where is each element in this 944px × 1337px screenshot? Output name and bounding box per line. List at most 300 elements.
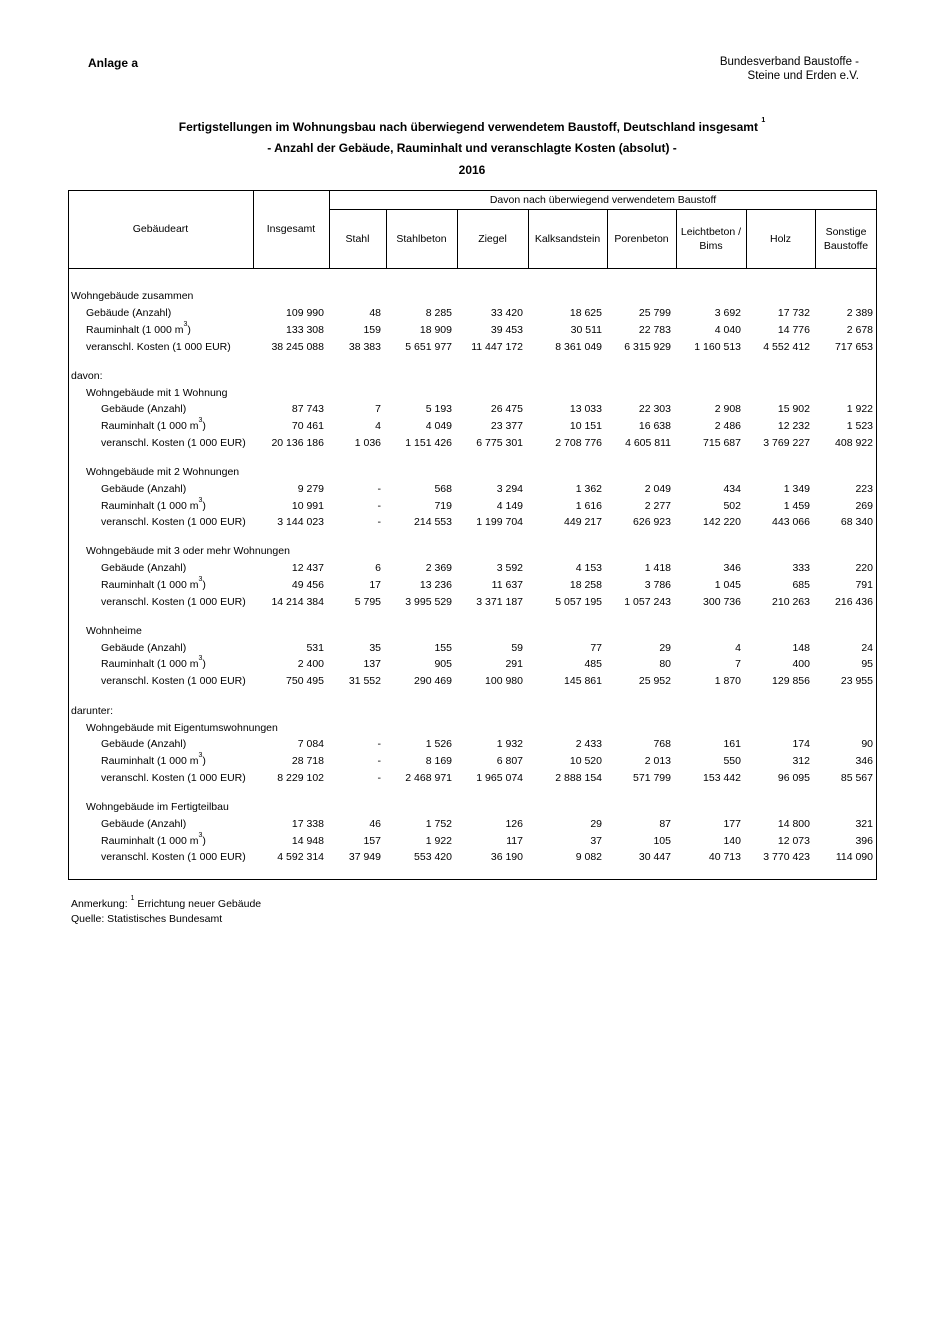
table-row [0,818,944,834]
col-header-stahlbeton: Stahlbeton [396,233,447,245]
row-label-end: ) [202,835,206,847]
title-footnote-mark: 1 [761,117,766,124]
col-header-kalksandstein: Kalksandstein [534,233,601,245]
table-row [0,417,944,436]
cell-stahl: 7 [375,403,381,415]
row-label-text: Gebäude (Anzahl) [101,483,187,495]
row-label [101,596,246,608]
cell-sonstige: 90 [861,738,873,750]
cell-stahlbeton: 5 651 977 [405,341,452,353]
unit-superscript: 3 [198,576,203,583]
table-row [0,403,944,419]
cell-ziegel: 291 [505,658,523,670]
row-label-text: Rauminhalt (1 000 m [101,500,199,512]
cell-kalksandstein: 1 616 [575,500,602,512]
cell-kalksandstein: 485 [584,658,602,670]
table-row [0,642,944,658]
row-label [101,437,246,449]
cell-stahl: 17 [369,579,381,591]
group-header: Davon nach überwiegend verwendetem Baustoff [489,194,717,206]
cell-holz: 129 856 [772,675,810,687]
cell-stahl: 31 552 [348,675,381,687]
row-label [86,387,227,399]
cell-sonstige: 396 [855,835,873,847]
cell-stahlbeton: 905 [434,658,452,670]
cell-ziegel: 1 965 074 [476,772,523,784]
row-label [86,625,142,637]
row-label-text: veranschl. Kosten (1 000 EUR) [101,675,246,687]
section-heading-row [0,625,944,641]
table-row [0,675,944,691]
row-label [101,675,246,687]
unit-superscript: 3 [198,497,203,504]
cell-total: 10 991 [291,500,324,512]
table-row [0,752,944,771]
row-label [101,497,206,512]
cell-ziegel: 126 [505,818,523,830]
cell-ziegel: 39 453 [490,324,523,336]
title-line-2: - Anzahl der Gebäude, Rauminhalt und veranschlagte Kosten (absolut) - [267,141,677,155]
cell-stahl: 38 383 [348,341,381,353]
row-label-text: davon: [71,370,103,382]
cell-ziegel: 1 199 704 [476,516,523,528]
section-heading-row [0,370,944,386]
cell-stahl: 159 [363,324,381,336]
cell-sonstige: 321 [855,818,873,830]
cell-sonstige: 2 678 [846,324,873,336]
unit-superscript: 3 [198,655,203,662]
cell-kalksandstein: 77 [590,642,602,654]
cell-stahl: 5 795 [354,596,381,608]
row-label-end: ) [202,579,206,591]
title-line-1 [0,117,944,134]
row-label-end: ) [187,324,191,336]
cell-holz: 174 [792,738,810,750]
row-label-text: Wohngebäude mit 1 Wohnung [86,387,228,399]
cell-leichtbeton: 140 [723,835,741,847]
cell-porenbeton: 30 447 [638,851,671,863]
cell-porenbeton: 571 799 [633,772,671,784]
cell-porenbeton: 87 [659,818,671,830]
table-row [0,655,944,674]
cell-stahl: - [377,516,381,528]
cell-stahlbeton: 719 [434,500,452,512]
cell-porenbeton: 22 783 [638,324,671,336]
cell-sonstige: 68 340 [840,516,873,528]
cell-total: 4 592 314 [277,851,324,863]
row-label-text: Gebäude (Anzahl) [101,818,187,830]
row-label-text: Rauminhalt (1 000 m [86,324,184,336]
row-label-text: Rauminhalt (1 000 m [101,755,199,767]
row-label [86,722,278,734]
cell-stahl: - [377,500,381,512]
organization-name [720,55,859,83]
row-label [86,801,229,813]
cell-total: 2 400 [297,658,324,670]
cell-total: 20 136 186 [271,437,324,449]
row-label-text: veranschl. Kosten (1 000 EUR) [101,772,246,784]
cell-holz: 12 232 [777,420,810,432]
unit-superscript: 3 [183,321,188,328]
cell-stahlbeton: 2 468 971 [405,772,452,784]
cell-porenbeton: 22 303 [638,403,671,415]
row-label-text: Rauminhalt (1 000 m [101,658,199,670]
cell-stahl: - [377,772,381,784]
row-label-text: veranschl. Kosten (1 000 EUR) [101,516,246,528]
table-row [0,497,944,516]
row-label [101,483,186,495]
col-header-ziegel: Ziegel [478,233,507,245]
cell-ziegel: 6 807 [496,755,523,767]
cell-kalksandstein: 30 511 [570,324,602,336]
cell-total: 38 245 088 [271,341,324,353]
cell-ziegel: 6 775 301 [476,437,523,449]
row-label [101,516,246,528]
cell-porenbeton: 25 799 [638,307,671,319]
cell-leichtbeton: 346 [723,562,741,574]
cell-stahl: 1 036 [354,437,381,449]
cell-kalksandstein: 9 082 [575,851,602,863]
cell-kalksandstein: 29 [590,818,602,830]
cell-sonstige: 269 [855,500,873,512]
cell-porenbeton: 626 923 [633,516,671,528]
section-heading-row [0,801,944,817]
cell-stahlbeton: 1 526 [425,738,452,750]
cell-porenbeton: 768 [653,738,671,750]
table-row [0,576,944,595]
cell-leichtbeton: 715 687 [703,437,741,449]
cell-leichtbeton: 1 870 [714,675,741,687]
cell-sonstige: 791 [855,579,873,591]
cell-stahl: 48 [369,307,381,319]
cell-porenbeton: 4 605 811 [625,437,671,449]
group-header-divider [329,209,877,210]
cell-leichtbeton: 3 692 [714,307,741,319]
cell-stahlbeton: 13 236 [419,579,452,591]
row-label-text: veranschl. Kosten (1 000 EUR) [101,851,246,863]
table-row [0,483,944,499]
cell-sonstige: 220 [855,562,873,574]
cell-ziegel: 11 447 172 [471,341,523,353]
row-label [101,576,206,591]
row-label-text: veranschl. Kosten (1 000 EUR) [101,596,246,608]
cell-sonstige: 717 653 [835,341,873,353]
cell-leichtbeton: 1 160 513 [694,341,741,353]
row-label-text: veranschl. Kosten (1 000 EUR) [86,341,231,353]
table-row [0,832,944,851]
title-text: Fertigstellungen im Wohnungsbau nach überwiegend verwendetem Baustoff, Deutschland insgesamt [178,120,758,134]
cell-leichtbeton: 177 [723,818,741,830]
cell-stahlbeton: 290 469 [414,675,452,687]
row-label-text: darunter: [71,705,114,717]
row-label [101,772,246,784]
cell-porenbeton: 2 049 [644,483,671,495]
cell-porenbeton: 2 013 [644,755,671,767]
cell-ziegel: 1 932 [496,738,523,750]
cell-stahlbeton: 553 420 [414,851,452,863]
section-heading-row [0,545,944,561]
cell-holz: 443 066 [772,516,810,528]
col-header-stahl: Stahl [345,233,370,245]
cell-leichtbeton: 1 045 [714,579,741,591]
cell-holz: 400 [792,658,810,670]
cell-total: 9 279 [297,483,324,495]
cell-sonstige: 216 436 [835,596,873,608]
row-label [71,370,103,382]
row-label [86,321,191,336]
cell-kalksandstein: 13 033 [569,403,602,415]
cell-porenbeton: 80 [659,658,671,670]
table-row [0,437,944,453]
footnote-text: Errichtung neuer Gebäude [137,898,262,910]
cell-total: 8 229 102 [277,772,324,784]
cell-kalksandstein: 18 258 [569,579,602,591]
col-header-total: Insgesamt [266,223,316,235]
cell-holz: 96 095 [777,772,810,784]
row-label-end: ) [202,500,206,512]
cell-leichtbeton: 4 040 [714,324,741,336]
row-label-text: Gebäude (Anzahl) [101,738,187,750]
cell-kalksandstein: 2 708 776 [555,437,602,449]
row-label-text: Gebäude (Anzahl) [101,403,187,415]
cell-holz: 14 800 [777,818,810,830]
table-row [0,341,944,357]
row-label-text: Gebäude (Anzahl) [101,562,187,574]
cell-kalksandstein: 2 433 [575,738,602,750]
cell-total: 7 084 [297,738,324,750]
cell-holz: 1 459 [783,500,810,512]
cell-stahl: - [377,483,381,495]
cell-kalksandstein: 37 [590,835,602,847]
row-label [101,417,206,432]
cell-stahlbeton: 214 553 [414,516,452,528]
cell-porenbeton: 105 [653,835,671,847]
cell-kalksandstein: 145 861 [564,675,602,687]
cell-leichtbeton: 4 [735,642,741,654]
row-label [71,705,113,717]
row-label-text: Wohngebäude mit 3 oder mehr Wohnungen [86,545,290,557]
cell-stahlbeton: 18 909 [419,324,452,336]
cell-holz: 3 769 227 [763,437,810,449]
cell-kalksandstein: 10 520 [569,755,602,767]
cell-kalksandstein: 18 625 [569,307,602,319]
org-line-1: Bundesverband Baustoffe - [719,56,859,68]
cell-stahlbeton: 3 995 529 [405,596,452,608]
annex-label: Anlage a [88,56,139,70]
row-label-text: Wohngebäude zusammen [71,290,194,302]
cell-sonstige: 2 389 [846,307,873,319]
cell-ziegel: 36 190 [490,851,523,863]
cell-stahl: 157 [363,835,381,847]
header-bottom-line [68,268,877,269]
cell-ziegel: 3 592 [496,562,523,574]
table-row [0,516,944,532]
row-label [101,562,186,574]
cell-porenbeton: 1 418 [644,562,671,574]
cell-total: 531 [306,642,324,654]
cell-kalksandstein: 2 888 154 [555,772,602,784]
table-row [0,772,944,788]
row-label-text: Wohngebäude im Fertigteilbau [86,801,229,813]
cell-stahl: - [377,755,381,767]
cell-leichtbeton: 2 486 [714,420,741,432]
cell-porenbeton: 29 [659,642,671,654]
cell-stahl: 46 [369,818,381,830]
cell-ziegel: 3 294 [496,483,523,495]
cell-ziegel: 26 475 [490,403,523,415]
section-heading-row [0,466,944,482]
cell-porenbeton: 2 277 [644,500,671,512]
row-label-text: Wohngebäude mit Eigentumswohnungen [86,722,278,734]
cell-total: 750 495 [286,675,324,687]
cell-sonstige: 223 [855,483,873,495]
cell-sonstige: 24 [861,642,873,654]
col-header-leichtbeton-line2: Bims [699,240,723,252]
row-label [101,832,206,847]
col-header-sonstige-line2: Baustoffe [823,240,869,252]
cell-holz: 333 [792,562,810,574]
cell-porenbeton: 6 315 929 [624,341,671,353]
cell-stahl: 37 949 [348,851,381,863]
row-label [101,655,206,670]
cell-total: 87 743 [291,403,324,415]
cell-ziegel: 33 420 [490,307,523,319]
cell-total: 28 718 [291,755,324,767]
table-row [0,321,944,340]
table-row [0,738,944,754]
cell-leichtbeton: 502 [723,500,741,512]
cell-kalksandstein: 5 057 195 [555,596,602,608]
cell-stahl: 137 [363,658,381,670]
cell-sonstige: 23 955 [840,675,873,687]
cell-total: 109 990 [286,307,324,319]
cell-total: 3 144 023 [277,516,324,528]
cell-holz: 1 349 [783,483,810,495]
footnote-mark: 1 [130,895,135,902]
col-header-leichtbeton-line1: Leichtbeton / [680,226,742,238]
cell-ziegel: 11 637 [491,579,523,591]
cell-ziegel: 59 [511,642,523,654]
cell-stahlbeton: 1 752 [425,818,452,830]
cell-sonstige: 346 [855,755,873,767]
cell-total: 70 461 [291,420,324,432]
row-label-text: Gebäude (Anzahl) [101,642,187,654]
row-label-text: veranschl. Kosten (1 000 EUR) [101,437,246,449]
cell-kalksandstein: 4 153 [575,562,602,574]
section-heading-row [0,387,944,403]
row-label [101,851,246,863]
cell-holz: 685 [792,579,810,591]
cell-kalksandstein: 10 151 [569,420,602,432]
row-label-end: ) [202,658,206,670]
cell-holz: 312 [792,755,810,767]
row-label [101,752,206,767]
row-label [71,290,193,302]
cell-stahlbeton: 568 [434,483,452,495]
cell-kalksandstein: 1 362 [575,483,602,495]
cell-sonstige: 1 523 [846,420,873,432]
cell-total: 14 948 [291,835,324,847]
section-heading-row [0,722,944,738]
section-heading-row [0,290,944,306]
cell-sonstige: 85 567 [840,772,873,784]
row-label-end: ) [202,420,206,432]
cell-leichtbeton: 161 [723,738,741,750]
cell-stahlbeton: 8 169 [425,755,452,767]
cell-sonstige: 408 922 [835,437,873,449]
col-header-type: Gebäudeart [132,223,189,235]
col-header-sonstige [815,225,877,253]
cell-ziegel: 117 [506,835,523,847]
cell-leichtbeton: 300 736 [703,596,741,608]
cell-kalksandstein: 8 361 049 [555,341,602,353]
cell-leichtbeton: 2 908 [714,403,741,415]
source-note: Quelle: Statistisches Bundesamt [71,913,223,925]
row-label [101,642,186,654]
cell-stahlbeton: 155 [434,642,452,654]
cell-stahl: 35 [369,642,381,654]
cell-holz: 210 263 [772,596,810,608]
col-header-porenbeton: Porenbeton [614,233,669,245]
cell-stahlbeton: 8 285 [425,307,452,319]
unit-superscript: 3 [198,752,203,759]
cell-sonstige: 95 [861,658,873,670]
col-header-leichtbeton [676,225,746,253]
cell-total: 14 214 384 [271,596,324,608]
cell-holz: 4 552 412 [763,341,810,353]
table-row [0,562,944,578]
footnote [71,895,262,910]
row-label [101,403,186,415]
cell-holz: 12 073 [777,835,810,847]
row-label-end: ) [202,755,206,767]
row-label-text: Rauminhalt (1 000 m [101,579,199,591]
table-row [0,596,944,612]
row-label [86,466,239,478]
cell-stahlbeton: 5 193 [425,403,452,415]
cell-holz: 15 902 [777,403,810,415]
cell-ziegel: 100 980 [485,675,523,687]
cell-ziegel: 23 377 [490,420,523,432]
cell-stahl: 6 [375,562,381,574]
cell-holz: 3 770 423 [763,851,810,863]
row-label [86,341,231,353]
cell-stahlbeton: 1 151 426 [405,437,452,449]
cell-total: 49 456 [291,579,324,591]
cell-ziegel: 3 371 187 [476,596,523,608]
cell-ziegel: 4 149 [496,500,523,512]
cell-leichtbeton: 550 [723,755,741,767]
cell-total: 17 338 [291,818,324,830]
cell-stahlbeton: 1 922 [425,835,452,847]
row-label [86,545,290,557]
org-line-2: Steine und Erden e.V. [747,70,859,82]
title-year: 2016 [458,163,486,177]
cell-leichtbeton: 434 [723,483,741,495]
row-label [101,738,186,750]
cell-total: 133 308 [286,324,324,336]
cell-leichtbeton: 7 [735,658,741,670]
col-header-sonstige-line1: Sonstige [825,226,867,238]
cell-holz: 14 776 [777,324,810,336]
row-label-text: Wohnheime [86,625,142,637]
section-heading-row [0,705,944,721]
table-row [0,307,944,323]
footnote-label: Anmerkung: [71,898,128,910]
cell-kalksandstein: 449 217 [564,516,602,528]
cell-holz: 148 [792,642,810,654]
unit-superscript: 3 [198,832,203,839]
